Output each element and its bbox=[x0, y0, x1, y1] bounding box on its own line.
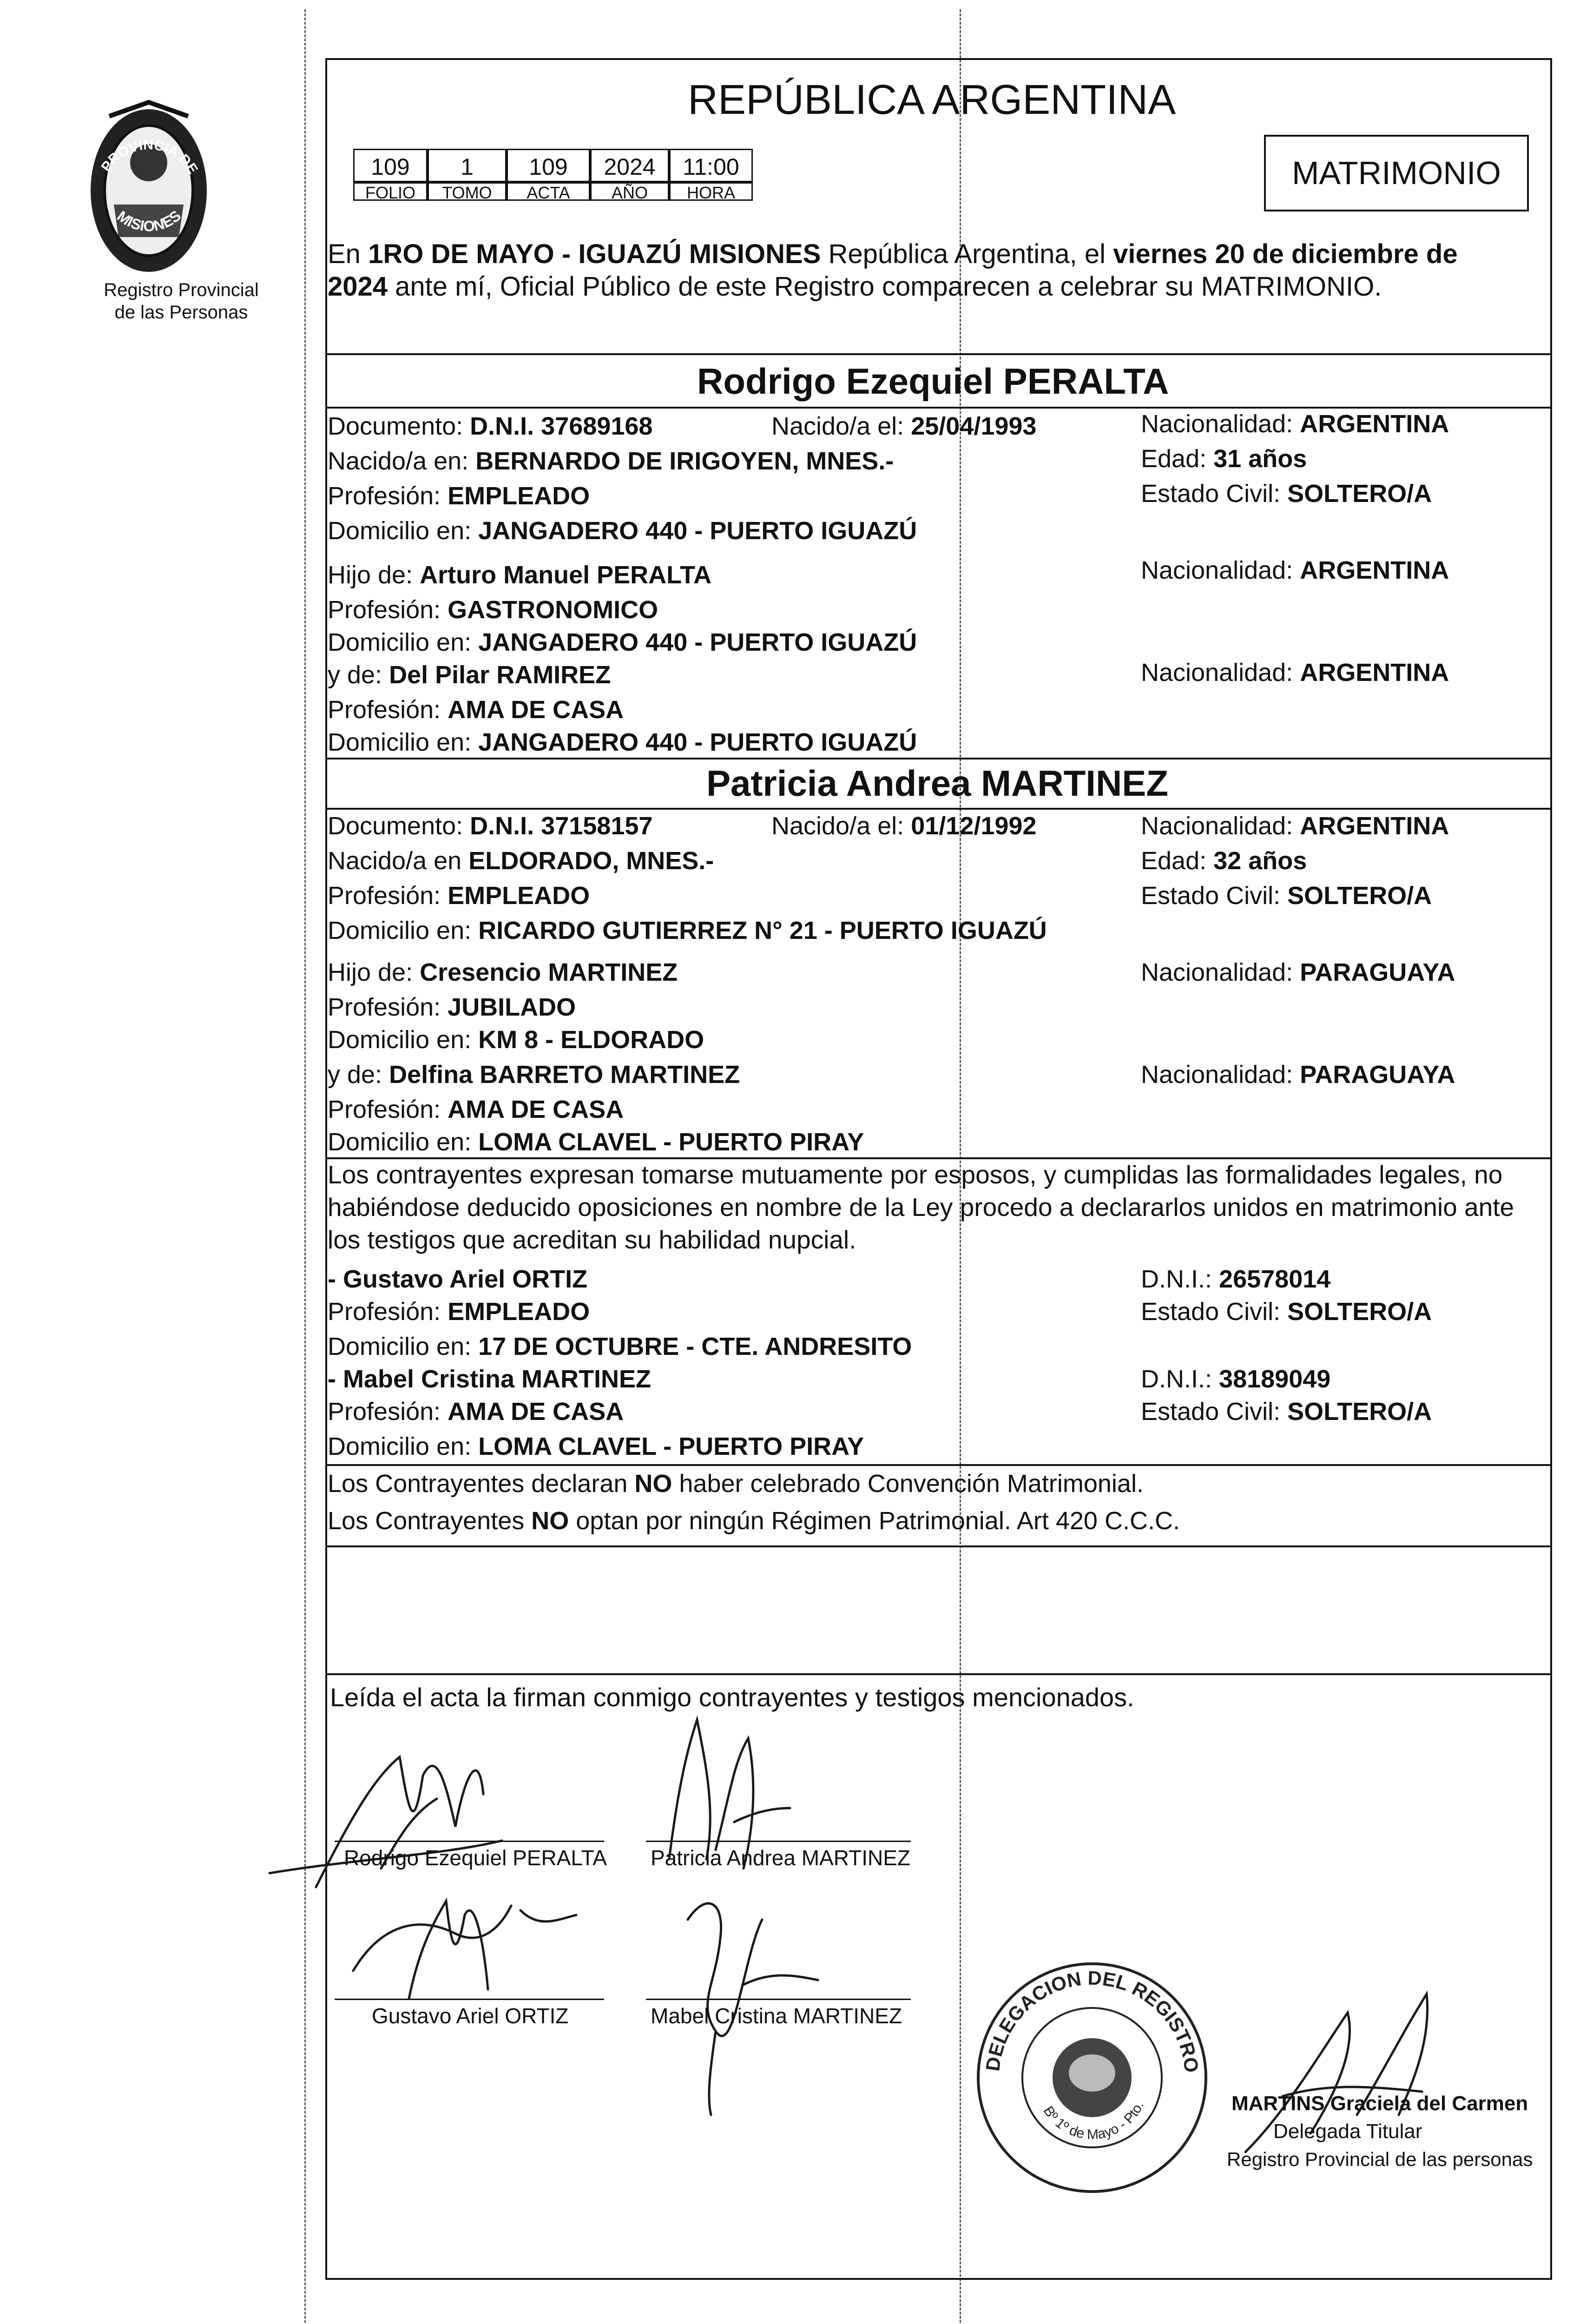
clause-convention: Los Contrayentes declaran NO haber celebrado Convención Matrimonial. bbox=[328, 1470, 1144, 1498]
witness2-name: - Mabel Cristina MARTINEZ bbox=[328, 1365, 652, 1393]
registry-crest-icon bbox=[86, 98, 211, 279]
hora-value: 11:00 bbox=[669, 149, 753, 182]
spouse2-name: Patricia Andrea MARTINEZ bbox=[706, 763, 1168, 804]
intro-p2: República Argentina, el bbox=[821, 239, 1113, 269]
spouse1-estado-civil: Estado Civil: SOLTERO/A bbox=[1141, 480, 1432, 508]
witness1-domicilio: Domicilio en: 17 DE OCTUBRE - CTE. ANDRESITO bbox=[328, 1333, 912, 1360]
spouse2-estado-civil: Estado Civil: SOLTERO/A bbox=[1141, 882, 1432, 910]
intro-p3: ante mí, Oficial Público de este Registro comparecen a celebrar su MATRIMONIO. bbox=[388, 271, 1382, 302]
spouse2-mother-profesion: Profesión: AMA DE CASA bbox=[328, 1096, 624, 1123]
signature-name-3: Gustavo Ariel ORTIZ bbox=[372, 2004, 569, 2028]
spouse1-domicilio: Domicilio en: JANGADERO 440 - PUERTO IGUAZÚ bbox=[328, 517, 917, 545]
witness1-profesion: Profesión: EMPLEADO bbox=[328, 1298, 590, 1326]
witness2-estado-civil: Estado Civil: SOLTERO/A bbox=[1141, 1398, 1432, 1426]
official-seal bbox=[971, 1957, 1213, 2199]
spouse2-father-nacionalidad: Nacionalidad: PARAGUAYA bbox=[1141, 958, 1455, 986]
intro-line2 bbox=[328, 272, 1382, 302]
witness1-name: - Gustavo Ariel ORTIZ bbox=[328, 1265, 588, 1293]
registry-logo bbox=[86, 98, 211, 279]
page-title: REPÚBLICA ARGENTINA bbox=[688, 77, 1176, 123]
spouse1-nacido-en: Nacido/a en: BERNARDO DE IRIGOYEN, MNES.- bbox=[328, 447, 894, 475]
spouse1-father-nacionalidad: Nacionalidad: ARGENTINA bbox=[1141, 556, 1449, 584]
spouse2-mother-nacionalidad: Nacionalidad: PARAGUAYA bbox=[1141, 1061, 1455, 1089]
official-name: MARTINS Graciela del Carmen bbox=[1231, 2092, 1528, 2115]
spouse2-documento: Documento: D.N.I. 37158157 bbox=[328, 812, 653, 840]
folio-value: 109 bbox=[353, 149, 428, 182]
intro-date-a: viernes 20 de diciembre de bbox=[1113, 239, 1458, 269]
witness2-dni: D.N.I.: 38189049 bbox=[1141, 1365, 1331, 1393]
witness1-dni: D.N.I.: 26578014 bbox=[1141, 1265, 1331, 1293]
spouse1-mother-domicilio: Domicilio en: JANGADERO 440 - PUERTO IGUAZÚ bbox=[328, 728, 917, 756]
spouse2-nacido-el: Nacido/a el: 01/12/1992 bbox=[771, 812, 1037, 840]
clause-regime: Los Contrayentes NO optan por ningún Régimen Patrimonial. Art 420 C.C.C. bbox=[328, 1507, 1180, 1535]
registry-name-line1: Registro Provincial bbox=[104, 280, 259, 300]
spouse2-domicilio: Domicilio en: RICARDO GUTIERREZ N° 21 - PUERTO IGUAZÚ bbox=[328, 917, 1047, 944]
spouse1-mother-nacionalidad: Nacionalidad: ARGENTINA bbox=[1141, 659, 1449, 687]
spouse1-name: Rodrigo Ezequiel PERALTA bbox=[697, 361, 1169, 402]
svg-text:MISIONES: MISIONES bbox=[114, 207, 184, 235]
spouse1-nacionalidad: Nacionalidad: ARGENTINA bbox=[1141, 410, 1449, 438]
spouse1-profesion: Profesión: EMPLEADO bbox=[328, 482, 590, 510]
spouse1-father-profesion: Profesión: GASTRONOMICO bbox=[328, 596, 658, 624]
signature-mabel bbox=[641, 1864, 846, 2124]
acta-label: ACTA bbox=[507, 182, 590, 201]
spouse1-documento: Documento: D.N.I. 37689168 bbox=[328, 412, 653, 440]
intro-line1 bbox=[328, 239, 1458, 269]
spouse1-edad: Edad: 31 años bbox=[1141, 445, 1307, 473]
intro-p1: En bbox=[328, 239, 369, 269]
signature-line-1 bbox=[335, 1841, 604, 1842]
declaration-line2: habiéndose deducido oposiciones en nombre de la Ley procedo a declararlos unidos en matrimonio ante bbox=[328, 1193, 1514, 1221]
anio-value: 2024 bbox=[590, 149, 669, 182]
registry-name-line2: de las Personas bbox=[114, 302, 248, 323]
spouse1-father: Hijo de: Arturo Manuel PERALTA bbox=[328, 561, 712, 589]
spouse2-father: Hijo de: Cresencio MARTINEZ bbox=[328, 958, 678, 986]
signature-line-3 bbox=[335, 1999, 604, 2000]
closing-text: Leída el acta la firman conmigo contrayentes y testigos mencionados. bbox=[330, 1683, 1134, 1712]
tomo-value: 1 bbox=[428, 149, 507, 182]
spouse2-mother-domicilio: Domicilio en: LOMA CLAVEL - PUERTO PIRAY bbox=[328, 1128, 864, 1156]
official-role: Delegada Titular bbox=[1273, 2120, 1422, 2143]
registry-name bbox=[88, 279, 274, 324]
spouse1-father-domicilio: Domicilio en: JANGADERO 440 - PUERTO IGUAZÚ bbox=[328, 628, 917, 656]
acta-value: 109 bbox=[507, 149, 590, 182]
declaration-line3: los testigos que acreditan su habilidad nupcial. bbox=[328, 1225, 856, 1254]
signature-gustavo bbox=[325, 1868, 623, 2008]
intro-place: 1RO DE MAYO - IGUAZÚ MISIONES bbox=[368, 239, 821, 269]
witness2-domicilio: Domicilio en: LOMA CLAVEL - PUERTO PIRAY bbox=[328, 1433, 864, 1460]
spouse2-nacido-en: Nacido/a en ELDORADO, MNES.- bbox=[328, 847, 714, 875]
act-type-box: MATRIMONIO bbox=[1264, 135, 1529, 211]
intro-date-b: 2024 bbox=[328, 271, 388, 302]
spouse2-father-profesion: Profesión: JUBILADO bbox=[328, 993, 576, 1021]
spouse2-edad: Edad: 32 años bbox=[1141, 847, 1307, 875]
svg-text:PROVINCIA DE: PROVINCIA DE bbox=[98, 137, 201, 177]
hora-label: HORA bbox=[669, 182, 753, 201]
tomo-label: TOMO bbox=[428, 182, 507, 201]
spouse2-father-domicilio: Domicilio en: KM 8 - ELDORADO bbox=[328, 1026, 704, 1054]
seal-stamp-icon bbox=[971, 1957, 1213, 2199]
svg-text:Bº 1º de Mayo - Pto. Iguazú: Bº 1º de Mayo - Pto. bbox=[1040, 2099, 1147, 2143]
spouse1-nacido-el: Nacido/a el: 25/04/1993 bbox=[771, 412, 1037, 440]
spouse1-mother-profesion: Profesión: AMA DE CASA bbox=[328, 696, 624, 724]
spouse2-profesion: Profesión: EMPLEADO bbox=[328, 882, 590, 910]
witness2-profesion: Profesión: AMA DE CASA bbox=[328, 1398, 624, 1426]
spouse2-nacionalidad: Nacionalidad: ARGENTINA bbox=[1141, 812, 1449, 840]
folio-label: FOLIO bbox=[353, 182, 428, 201]
signature-name-2: Patricia Andrea MARTINEZ bbox=[651, 1846, 911, 1870]
signature-name-4: Mabel Cristina MARTINEZ bbox=[651, 2004, 902, 2028]
spouse1-mother: y de: Del Pilar RAMIREZ bbox=[328, 661, 611, 689]
official-office: Registro Provincial de las personas bbox=[1227, 2148, 1533, 2170]
spouse2-mother: y de: Delfina BARRETO MARTINEZ bbox=[328, 1061, 740, 1089]
svg-text:DELEGACION DEL REGISTRO PROVIN: DELEGACION DEL REGISTRO bbox=[981, 1967, 1203, 2074]
anio-label: AÑO bbox=[590, 182, 669, 201]
signature-line-4 bbox=[646, 1999, 911, 2000]
declaration-line1: Los contrayentes expresan tomarse mutuamente por esposos, y cumplidas las formalidades legales, no bbox=[328, 1160, 1503, 1189]
signature-line-2 bbox=[646, 1841, 911, 1842]
witness1-estado-civil: Estado Civil: SOLTERO/A bbox=[1141, 1298, 1432, 1326]
signature-name-1: Rodrigo Ezequiel PERALTA bbox=[344, 1846, 607, 1870]
